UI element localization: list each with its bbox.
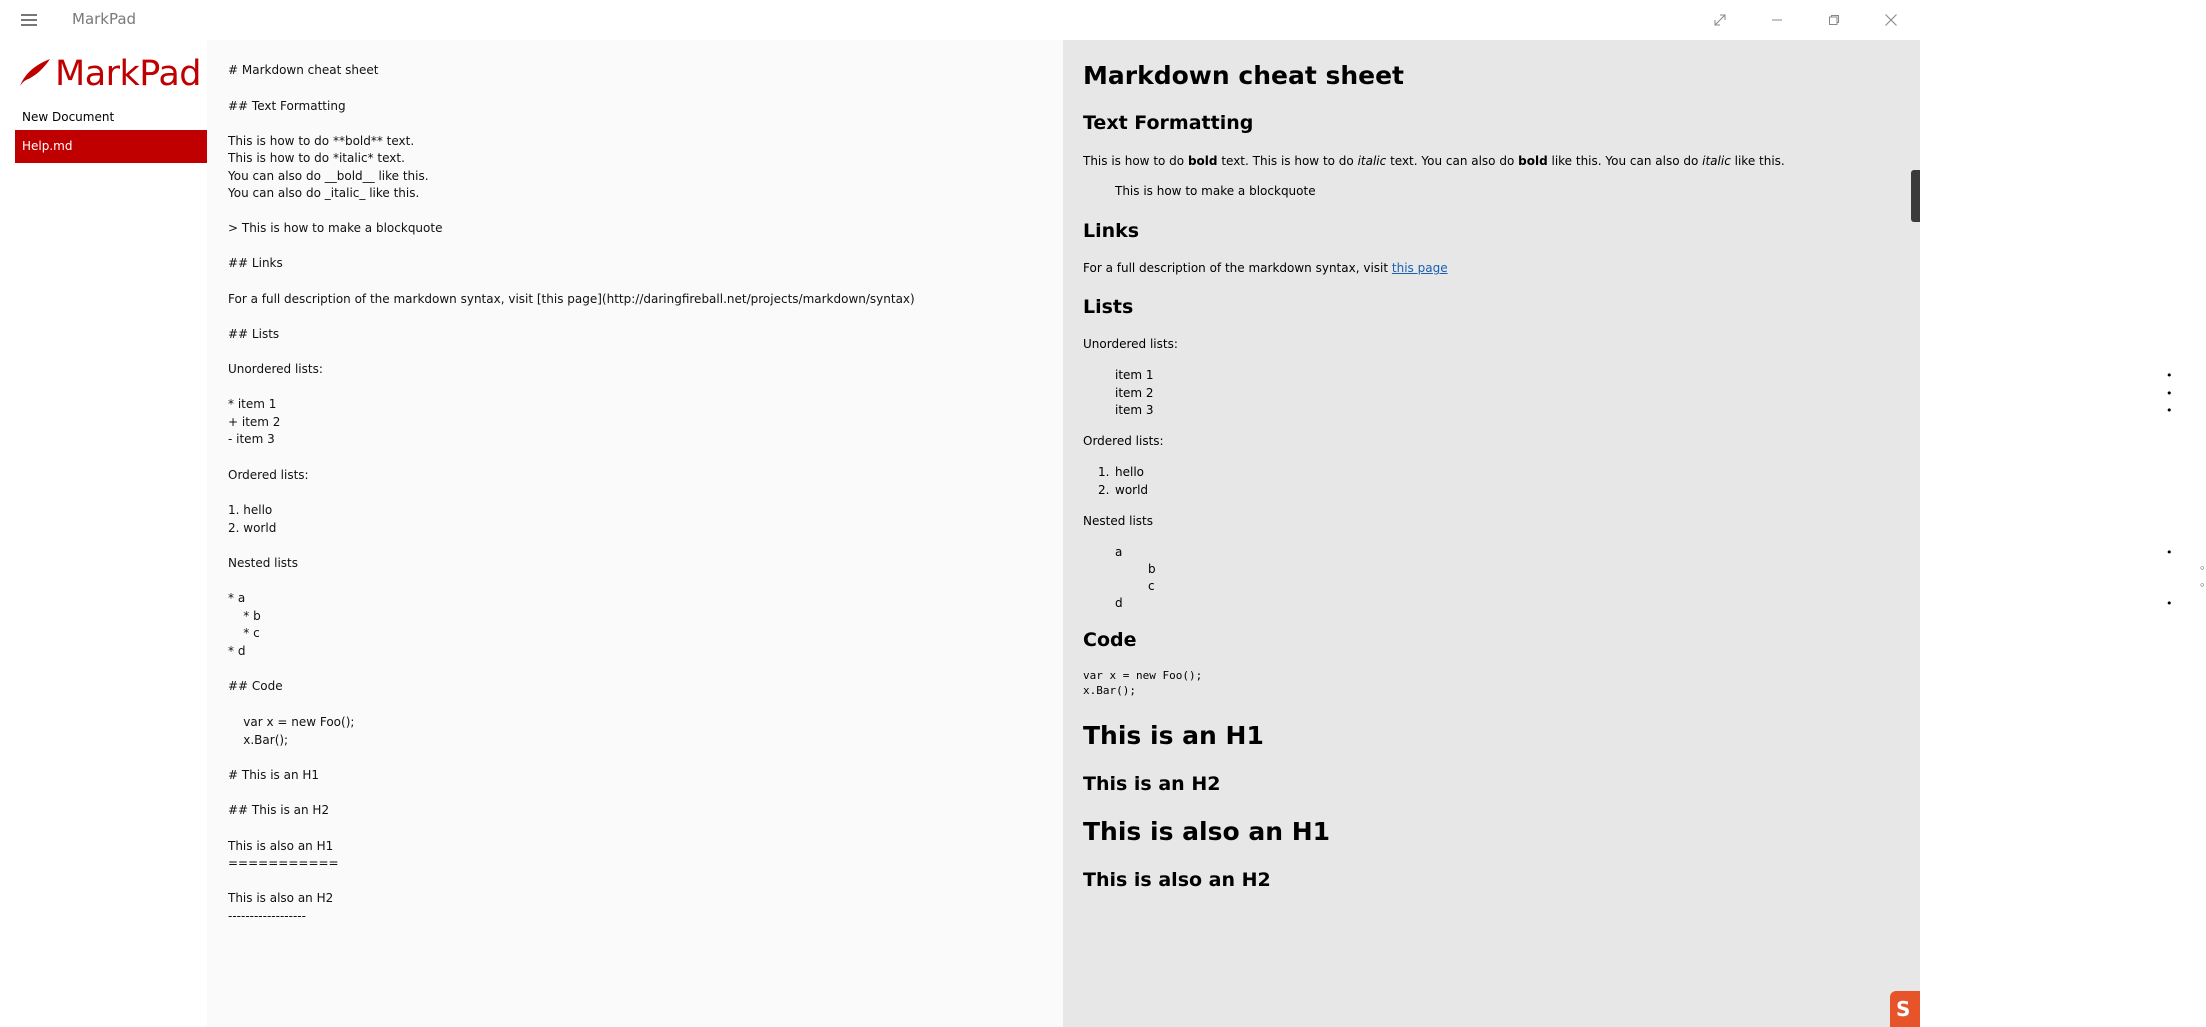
list-item: a [1115,545,1123,559]
editor-line: ## Code [228,679,283,693]
editor-line: Nested lists [228,556,299,570]
editor-line: x.Bar(); [228,733,289,747]
preview-h2-text-formatting: Text Formatting [1083,112,1254,134]
text-run: text. This is how to do [1217,154,1358,168]
list-number: 1. [1098,465,1110,479]
circle-bullet-icon: ◦ [2199,562,2206,575]
editor-line: * b [228,609,261,623]
code-line: var x = new Foo(); [1083,669,1203,682]
editor-line: var x = new Foo(); [228,715,355,729]
list-item: item 2 [1115,386,1154,400]
editor-line: This is how to do *italic* text. [228,151,405,165]
restore-icon[interactable] [1806,0,1862,40]
bullet-icon: • [2166,546,2173,559]
preview-nested-label: Nested lists [1083,514,1154,528]
list-item: item 3 [1115,403,1154,417]
list-number: 2. [1098,483,1110,497]
preview-h1: This is an H1 [1083,721,1264,750]
preview-h2: This is also an H2 [1083,869,1271,891]
preview-h1-title: Markdown cheat sheet [1083,61,1405,90]
list-item: hello [1115,465,1144,479]
list-item: c [1148,579,1155,593]
list-item: item 1 [1115,368,1154,382]
markdown-editor[interactable] [207,40,1063,1027]
editor-line: * d [228,644,246,658]
circle-bullet-icon: ◦ [2199,579,2206,592]
editor-line: * c [228,626,260,640]
bold-run: bold [1187,154,1218,168]
editor-line: For a full description of the markdown syntax, visit [this page](http://daringfireball.net/projects/markdown/syntax) [228,292,915,306]
editor-line: > This is how to make a blockquote [228,221,443,235]
sidebar [0,40,207,1027]
editor-line: Ordered lists: [228,468,309,482]
sidebar-item-help-md[interactable]: Help.md [15,130,207,163]
preview-h2-links: Links [1083,220,1140,242]
window-title: MarkPad [72,10,137,28]
editor-line: This is how to do **bold** text. [228,134,415,148]
editor-line: ## This is an H2 [228,803,330,817]
editor-line: * a [228,591,246,605]
editor-line: # Markdown cheat sheet [228,63,379,77]
quill-icon [18,58,52,88]
preview-paragraph [1083,154,1785,168]
bullet-icon: • [2166,597,2173,610]
text-run: like this. [1730,154,1785,168]
editor-line: This is also an H1 [228,839,334,853]
editor-line: You can also do __bold__ like this. [228,169,429,183]
editor-line: You can also do _italic_ like this. [228,186,420,200]
italic-run: italic [1357,154,1387,168]
bullet-icon: • [2166,387,2173,400]
list-item: b [1148,562,1156,576]
preview-blockquote: This is how to make a blockquote [1115,184,1316,198]
editor-line: =========== [228,856,339,870]
editor-line: 1. hello [228,503,273,517]
editor-line: ## Links [228,256,283,270]
editor-line: * item 1 [228,397,277,411]
close-icon[interactable] [1863,0,1919,40]
preview-h1: This is also an H1 [1083,817,1331,846]
text-run: This is how to do [1083,154,1188,168]
minimize-icon[interactable] [1749,0,1805,40]
bullet-icon: • [2166,369,2173,382]
editor-line: ## Lists [228,327,280,341]
logo-text: MarkPad [55,54,202,94]
expand-icon[interactable] [1692,0,1748,40]
preview-h2-code: Code [1083,629,1137,651]
code-line: x.Bar(); [1083,684,1136,697]
text-run: For a full description of the markdown syntax, visit [1083,261,1392,275]
editor-line: ## Text Formatting [228,99,346,113]
editor-line: ------------------ [228,909,306,923]
this-page-link[interactable]: this page [1391,261,1448,275]
preview-links-paragraph [1083,261,1448,275]
markdown-preview [1063,40,2206,1027]
editor-line: - item 3 [228,432,275,446]
italic-run: italic [1702,154,1731,168]
bullet-icon: • [2166,404,2173,417]
preview-h2: This is an H2 [1083,773,1221,795]
editor-line: + item 2 [228,415,281,429]
preview-ordered-label: Ordered lists: [1083,434,1164,448]
bold-run: bold [1518,154,1548,168]
list-item: world [1115,483,1149,497]
title-bar [0,0,1920,40]
text-run: text. You can also do [1386,154,1519,168]
tray-app-icon[interactable]: S [1890,991,1920,1027]
list-item: d [1115,596,1123,610]
hamburger-menu-icon[interactable] [18,10,40,30]
preview-unordered-label: Unordered lists: [1083,337,1178,351]
scroll-handle[interactable] [1911,170,1920,222]
editor-line: 2. world [228,521,277,535]
text-run: like this. You can also do [1547,154,1703,168]
markpad-logo [18,50,208,100]
editor-line: # This is an H1 [228,768,320,782]
editor-line: This is also an H2 [228,891,334,905]
editor-line: Unordered lists: [228,362,323,376]
sidebar-item-new-document[interactable]: New Document [22,110,115,124]
preview-h2-lists: Lists [1083,296,1134,318]
